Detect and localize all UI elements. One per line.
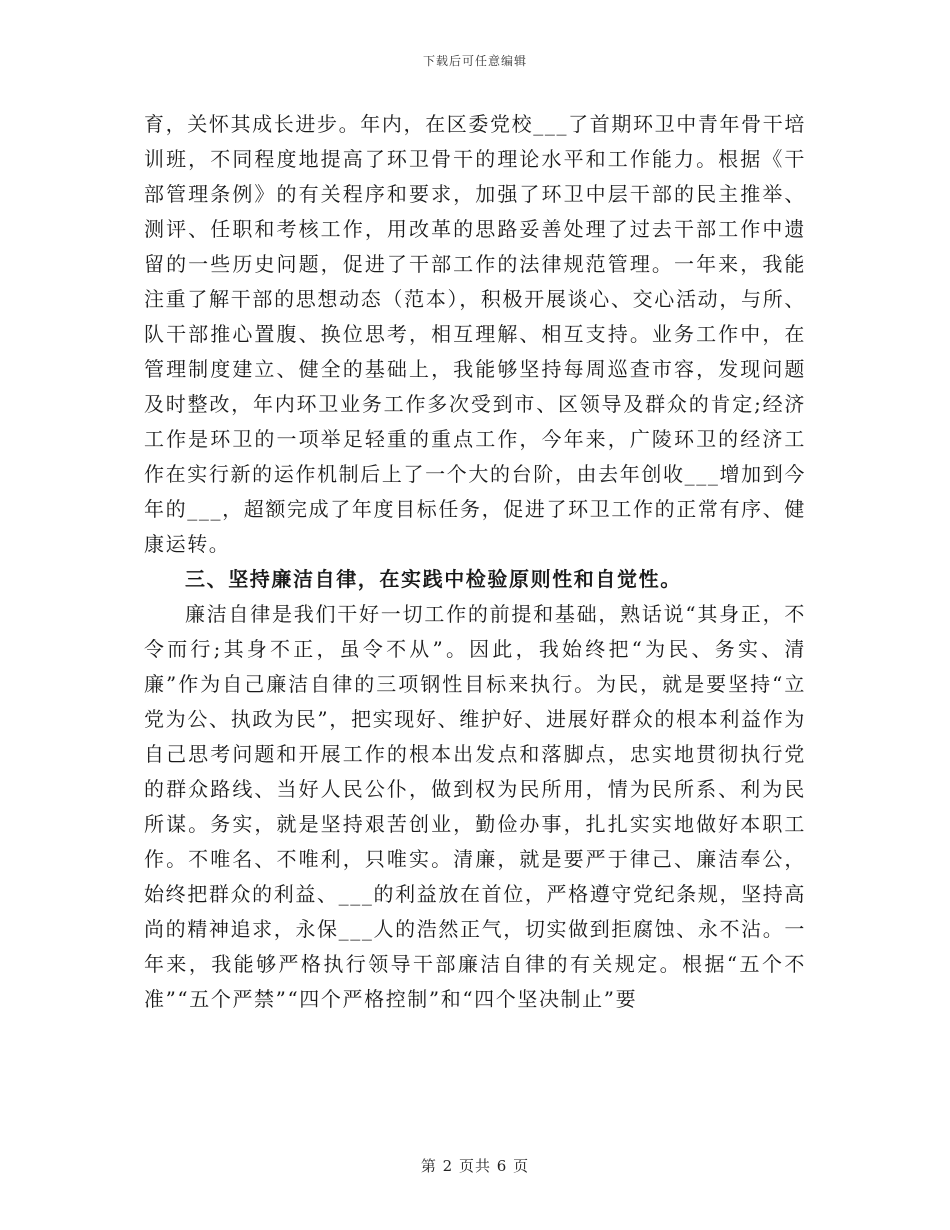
body-paragraph: 育，关怀其成长进步。年内，在区委党校___了首期环卫中青年骨干培训班，不同程度地提高了环卫骨干的理论水平和工作能力。根据《干部管理条例》的有关程序和要求，加强了环卫中层干部的民主推举、测评、任职和考核工作，用改革的思路妥善处理了过去干部工作中遗留的一些历史问题，促进了干部工作的法律规范管理。一年来，我能注重了解干部的思想动态（范本），积极开展谈心、交心活动，与所、队干部推心置腹、换位思考，相互理解、相互支持。业务工作中，在管理制度建立、健全的基础上，我能够坚持每周巡查市容，发现问题及时整改，年内环卫业务工作多次受到市、区领导及群众的肯定;经济工作是环卫的一项举足轻重的重点工作，今年来，广陵环卫的经济工作在实行新的运作机制后上了一个大的台阶，由去年创收___增加到今年的___，超额完成了年度目标任务，促进了环卫工作的正常有序、健康运转。 <box>144 112 806 556</box>
body-paragraph: 廉洁自律是我们干好一切工作的前提和基础，熟话说“其身正，不令而行;其身不正，虽令不从”。因此，我始终把“为民、务实、清廉”作为自己廉洁自律的三项钢性目标来执行。为民，就是要坚持“立党为公、执政为民”，把实现好、维护好、进展好群众的根本利益作为自己思考问题和开展工作的根本出发点和落脚点，忠实地贯彻执行党的群众路线、当好人民公仆，做到权为民所用，情为民所系、利为民所谋。务实，就是坚持艰苦创业，勤俭办事，扎扎实实地做好本职工作。不唯名、不唯利，只唯实。清廉，就是要严于律己、廉洁奉公，始终把群众的利益、___的利益放在首位，严格遵守党纪条规，坚持高尚的精神追求，永保___人的浩然正气，切实做到拒腐蚀、永不沾。一年来，我能够严格执行领导干部廉洁自律的有关规定。根据“五个不准”“五个严禁”“四个严格控制”和“四个坚决制止”要 <box>144 602 806 1011</box>
page-number: 第 2 页共 6 页 <box>420 1157 530 1175</box>
document-body <box>144 107 806 1017</box>
page-header-note: 下载后可任意编辑 <box>422 54 527 68</box>
section-heading: 三、坚持廉洁自律，在实践中检验原则性和自觉性。 <box>185 567 682 591</box>
